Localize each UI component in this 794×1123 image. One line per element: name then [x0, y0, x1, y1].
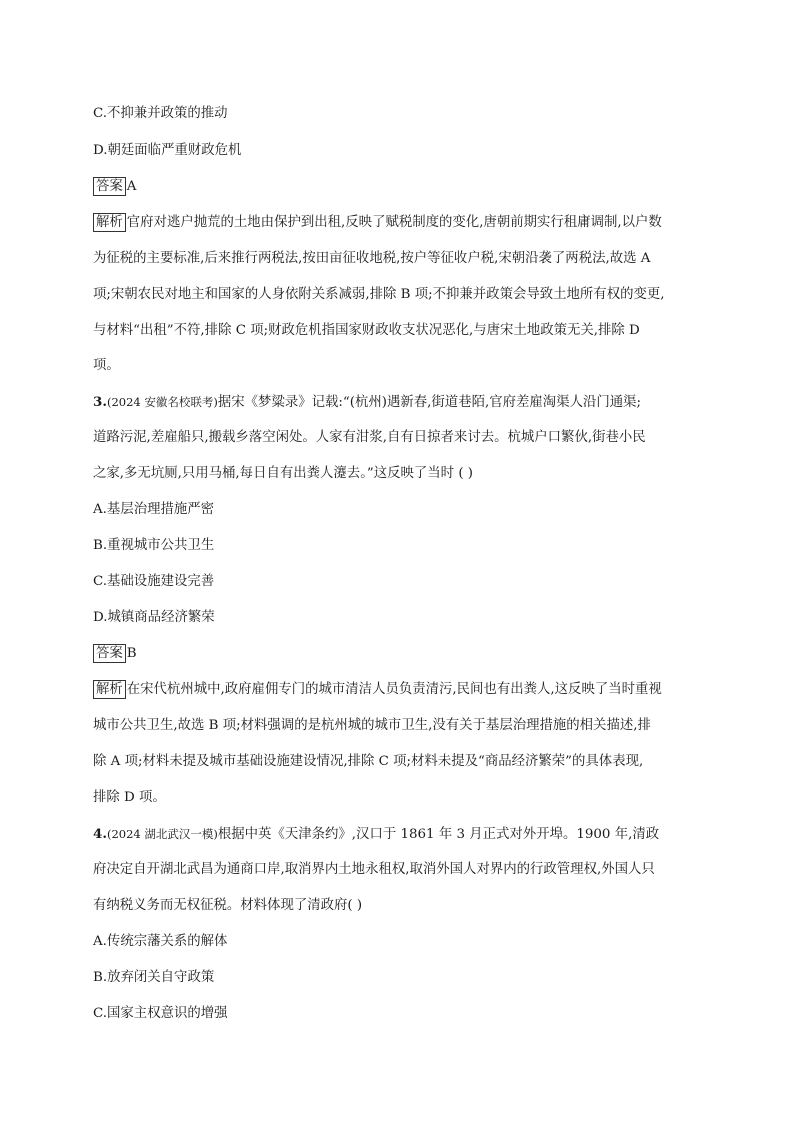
q4-option-a: A.传统宗藩关系的解体	[93, 934, 228, 949]
q3-stem-line: 道路污泥,差雇船只,搬载乡落空闲处。人家有泔浆,自有日掠者来讨去。杭城户口繁伙,街巷小民	[93, 430, 646, 445]
q2-option-d: D.朝廷面临严重财政危机	[93, 143, 242, 158]
q3-answer	[93, 644, 137, 664]
q3-stem-line: 3.(2024 安徽名校联考)据宋《梦粱录》记载:“(杭州)遇新春,街道巷陌,官府差雇淘渠人沿门通渠;	[93, 394, 642, 410]
q3-option-c: C.基础设施建设完善	[93, 574, 215, 589]
q2-analysis-line: 项;宋朝农民对地主和国家的人身依附关系减弱,排除 B 项;不抑兼并政策会导致土地所有权的变更,	[93, 287, 665, 302]
q3-analysis-line: 排除 D 项。	[93, 790, 166, 805]
q4-stem-line: 4.(2024 湖北武汉一模)根据中英《天津条约》,汉口于 1861 年 3 月正式对外开埠。1900 年,清政	[93, 826, 660, 842]
analysis-label-box: 解析	[93, 213, 126, 232]
q3-analysis-line: 城市公共卫生,故选 B 项;材料强调的是杭州城的城市卫生,没有关于基层治理措施的相关描述,排	[93, 718, 651, 733]
q2-analysis-line: 为征税的主要标准,后来推行两税法,按田亩征收地税,按户等征收户税,宋朝沿袭了两税法,故选 A	[93, 251, 651, 266]
q4-stem-line: 府决定自开湖北武昌为通商口岸,取消界内土地永租权,取消外国人对界内的行政管理权,外国人只	[93, 862, 655, 877]
q2-analysis-line: 解析 官府对逃户抛荒的土地由保护到出租,反映了赋税制度的变化,唐朝前期实行租庸调制,以户数	[93, 213, 662, 233]
question-source: (2024 安徽名校联考)	[106, 395, 218, 409]
q2-analysis-line: 与材料“出租”不符,排除 C 项;财政危机指国家财政收支状况恶化,与唐宋土地政策无关,排除 D	[93, 323, 640, 338]
q3-option-d: D.城镇商品经济繁荣	[93, 610, 215, 625]
answer-value: A	[126, 179, 137, 194]
answer-label-box: 答案	[93, 177, 126, 196]
q3-stem-line: 之家,多无坑厕,只用马桶,每日自有出粪人瀽去。”这反映了当时 ( )	[93, 466, 474, 481]
q3-analysis-line: 解析 在宋代杭州城中,政府雇佣专门的城市清洁人员负责清污,民间也有出粪人,这反映了当时重视	[93, 680, 662, 700]
q2-answer	[93, 177, 136, 197]
q3-analysis-line: 除 A 项;材料未提及城市基础设施建设情况,排除 C 项;材料未提及“商品经济繁荣”的具体表现,	[93, 754, 644, 769]
q3-option-a: A.基层治理措施严密	[93, 502, 215, 517]
answer-value: B	[126, 646, 137, 661]
analysis-label-box: 解析	[93, 680, 126, 699]
q3-option-b: B.重视城市公共卫生	[93, 538, 215, 553]
q2-analysis-line: 项。	[93, 358, 120, 373]
question-source: (2024 湖北武汉一模)	[106, 827, 218, 841]
q4-option-c: C.国家主权意识的增强	[93, 1006, 228, 1021]
question-number: 3.	[93, 394, 107, 410]
q2-option-c: C.不抑兼并政策的推动	[93, 106, 228, 121]
q4-stem-line: 有纳税义务而无权征税。材料体现了清政府( )	[93, 898, 363, 913]
question-number: 4.	[93, 826, 107, 842]
answer-label-box: 答案	[93, 644, 126, 663]
q4-option-b: B.放弃闭关自守政策	[93, 970, 215, 985]
